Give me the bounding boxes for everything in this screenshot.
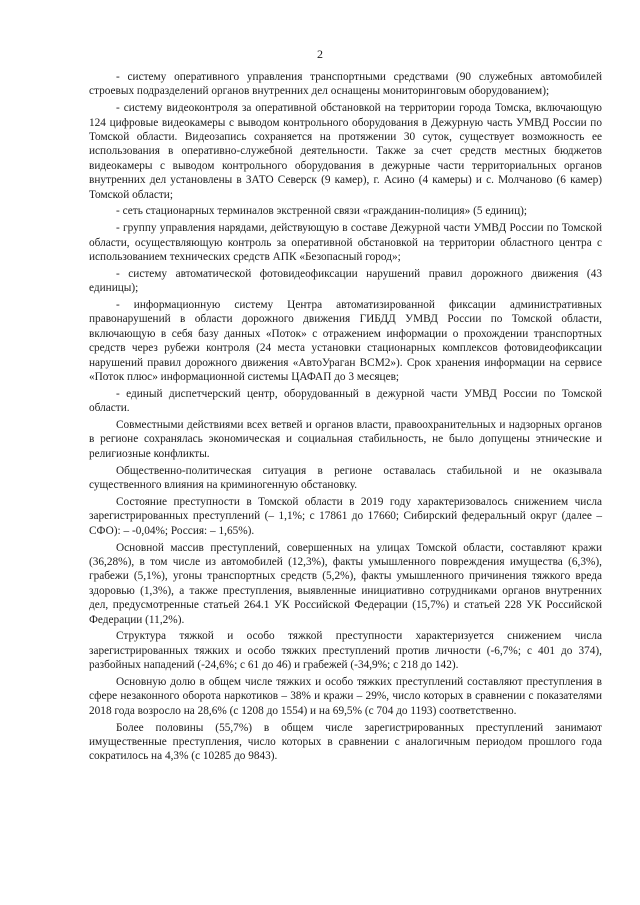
list-item-dispatch-center: - единый диспетчерский центр, оборудованный в дежурной части УМВД России по Томской области. xyxy=(89,387,602,415)
page-number: 2 xyxy=(317,47,323,61)
list-item-cafap-system: - информационную систему Центра автоматизированной фиксации административных правонарушений в области дорожного движения ГИБДД УМВД России по Томской области, включающую в себя базу данных «Поток» с отражением информации о прохождении транспортных средств через рубежи контроля (24 места установки стационарных комплексов фотовидеофиксации нарушений правил дорожного движения «АвтоУраган ВСМ2»). Срок хранения информации на сервисе «Поток плюс» информационной системы ЦАФАП до 3 месяцев; xyxy=(89,299,602,384)
list-item-video-control: - систему видеоконтроля за оперативной обстановкой на территории города Томска, включающую 124 цифровые видеокамеры с выводом контрольного оборудования в Дежурную часть УМВД России по Томской области. Видеозапись сохраняется на протяжении 30 суток, существует возможность ее использования в оперативно-служебной деятельности. Также за счет средств местных бюджетов видеокамеры с выводом контрольного оборудования в дежурные части территориальных органов внутренних дел установлены в ЗАТО Северск (9 камер), г. Асино (4 камеры) и с. Молчаново (6 камер) Томской области; xyxy=(89,102,602,201)
document-body xyxy=(89,70,602,766)
list-item-dispatch-group: - группу управления нарядами, действующую в составе Дежурной части УМВД России по Томской области, осуществляющую контроль за оперативной обстановкой на территории областного центра с использованием технических средств АПК «Безопасный город»; xyxy=(89,222,602,264)
list-item-transport-management: - систему оперативного управления транспортными средствами (90 служебных автомобилей строевых подразделений органов внутренних дел оснащены мониторинговым оборудованием); xyxy=(89,71,602,98)
list-item-emergency-terminals: - сеть стационарных терминалов экстренной связи «гражданин-полиция» (5 единиц); xyxy=(116,205,528,218)
paragraph-drug-and-theft-share: Основную долю в общем числе тяжких и особо тяжких преступлений составляют преступления в сфере незаконного оборота наркотиков – 38% и кражи – 29%, число которых в сравнении с показателями 2018 года возросло на 28,6% (с 1208 до 1554) и на 69,5% (с 704 до 1193) соответственно. xyxy=(89,675,602,717)
paragraph-street-crimes: Основной массив преступлений, совершенных на улицах Томской области, составляют кражи (36,28%), в том числе из автомобилей (12,3%), факты умышленного повреждения имущества (6,3%), грабежи (5,1%), угоны транспортных средств (5,2%), факты умышленного причинения тяжкого вреда здоровью (1,3%), а также преступления, выявленные инициативно сотрудниками органов внутренних дел, предусмотренные статьей 264.1 УК Российской Федерации (15,7%) и статьей 228 УК Российской Федерации (11,2%). xyxy=(89,541,602,626)
paragraph-joint-actions: Совместными действиями всех ветвей и органов власти, правоохранительных и надзорных органов в регионе сохранялась экономическая и социальная стабильность, не было допущены этнические и религиозные конфликты. xyxy=(89,419,602,460)
list-item-traffic-cameras: - систему автоматической фотовидеофиксации нарушений правил дорожного движения (43 единицы); xyxy=(89,267,602,295)
paragraph-political-situation: Общественно-политическая ситуация в регионе оставалась стабильной и не оказывала существенного влияния на криминогенную обстановку. xyxy=(89,464,602,492)
paragraph-crime-state: Состояние преступности в Томской области в 2019 году характеризовалось снижением числа зарегистрированных преступлений (– 1,1%; с 17861 до 17660; Сибирский федеральный округ (далее – СФО): – -0,04%; Россия: – 1,65%). xyxy=(89,495,602,537)
paragraph-property-crimes: Более половины (55,7%) в общем числе зарегистрированных преступлений занимают имущественные преступления, число которых в сравнении с аналогичным периодом прошлого года сократилось на 4,3% (с 10285 до 9843). xyxy=(89,721,602,763)
paragraph-grave-crimes-structure: Структура тяжкой и особо тяжкой преступности характеризуется снижением числа зарегистрированных тяжких и особо тяжких преступлений против личности (-6,7%; с 401 до 374), разбойных нападений (-24,6%; с 61 до 46) и грабежей (-34,9%; с 218 до 142). xyxy=(89,630,602,672)
